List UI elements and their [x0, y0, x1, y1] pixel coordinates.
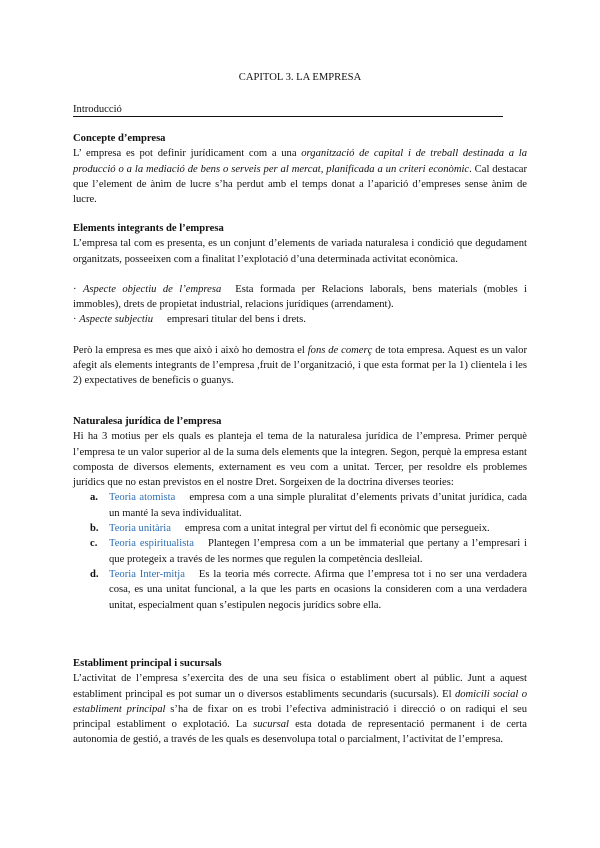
theory-text: Es la teoria més correcte. Afirma que l’empresa tot i no ser una verdadera cosa, es una unitat funcional, a la que les parts en ocasions la consideren com a una verdadera unitat, especialment quan s’estipulen negocis jurídics sobre ella.	[109, 568, 528, 611]
aspect-text: Esta formada per Relacions laborals, bens materials (mobles i immobles), drets de propietat industrial, relacions jurídiques (arrendament).	[73, 283, 527, 311]
theory-name: Teoria unitària	[109, 523, 171, 535]
italic-run: fons de comerç	[307, 344, 373, 356]
aspect-objectiu	[73, 282, 527, 313]
bullet: ·	[73, 283, 83, 295]
aspect-subjectiu	[73, 312, 527, 327]
aspect-text: empresari titular del bens i drets.	[167, 314, 306, 326]
theory-name: Teoria espiritualista	[109, 538, 194, 550]
section-heading: Naturalesa jurídica de l’empresa	[73, 416, 222, 427]
theory-name: Teoria atomista	[109, 492, 176, 504]
intro-heading: Introducció	[73, 103, 503, 117]
list-item	[73, 567, 527, 613]
section-heading: Concepte d’empresa	[73, 133, 166, 144]
intro-line	[73, 102, 503, 117]
paragraph	[73, 146, 527, 207]
section-establiment	[73, 656, 527, 748]
theory-text: empresa com a unitat integral per virtut del fi econòmic que persegueix.	[184, 523, 490, 535]
text-run: s’ha de fixar on es trobi l’efectiva administració i direcció o on radiqui el seu principal establiment o explotació. La	[73, 703, 528, 731]
italic-run: sucursal	[253, 719, 289, 731]
list-marker: c.	[90, 538, 98, 550]
text-run: L’ empresa es pot definir jurídicament com a una	[73, 148, 302, 160]
section-heading: Establiment principal i sucursals	[73, 658, 222, 669]
section-elements	[73, 221, 527, 389]
list-item	[73, 490, 527, 521]
theory-text: empresa com a una simple pluralitat d’elements privats d’unitat jurídica, cada un manté la seva individualitat.	[109, 492, 528, 519]
list-marker: b.	[90, 523, 99, 535]
theory-list	[73, 490, 527, 612]
text-run: L’activitat de l’empresa s’exercita des de una seu física o establiment obert al públic. Junt a aquest establiment principal es pot sumar un o diversos establiments secundaris (sucursals). El	[73, 673, 527, 700]
chapter-title: CAPITOL 3. LA EMPRESA	[238, 72, 362, 83]
list-item	[73, 536, 527, 567]
paragraph	[73, 343, 527, 389]
aspect-label: Aspecte subjectiu	[79, 314, 154, 326]
section-heading: Elements integrants de l’empresa	[73, 223, 224, 234]
paragraph	[73, 671, 527, 747]
theory-text: Plantegen l’empresa com a un be immaterial que pertany a l’empresari i que protegeix a través de les normes que regulen la competència deslleial.	[109, 538, 527, 565]
aspect-label: Aspecte objectiu de l’empresa	[82, 283, 222, 295]
list-marker: a.	[90, 492, 98, 504]
paragraph: Hi ha 3 motius per els quals es planteja el tema de la naturalesa jurídica de l’empresa. Primer perquè l’empresa te un valor superior al de la suma dels elements que la integren. Segon, perquè la empresa estant composta de diversos elements, externament es veu com a unitat. Tercer, per resoldre els problemes jurídics que no estan previstos en el nostre Dret. Sorgeixen de la doctrina diverses teories:	[73, 431, 527, 489]
text-run: Però la empresa es mes que això i això ho demostra el	[73, 344, 308, 356]
section-naturalesa	[73, 414, 527, 613]
text-run: esta dotada de representació permanent i de certa autonomia de gestió, a través de les quals es desenvolupa total o parcialment, l’activitat de l’empresa.	[73, 719, 527, 746]
list-item	[73, 521, 527, 536]
paragraph: L’empresa tal com es presenta, es un conjunt d’elements de variada naturalesa i condició que degudament organitzats, posseeixen com a finalitat l’explotació d’una determinada activitat econòmica.	[73, 238, 527, 265]
italic-run: organització de capital i de treball destinada a la producció o a la mediació de bens o serveis per al mercat, planificada a un criteri econòmic	[73, 148, 527, 175]
text-run: de tota empresa. Aquest es un valor afegit als elements integrants de l’empresa ,fruit de l’organització, i que esta format per la 1) clientela i les 2) expectatives de beneficis o guanys.	[73, 344, 527, 387]
bullet: ·	[73, 314, 80, 326]
text-run: . Cal destacar que l’element de ànim de lucre s’ha perdut amb el temps donat a l’aparició d’empreses sense ànim de lucre.	[73, 163, 527, 206]
list-marker: d.	[90, 568, 99, 580]
theory-name: Teoria Inter-mitja	[109, 568, 185, 580]
italic-run: domicili social o establiment principal	[73, 688, 527, 715]
section-concepte	[73, 131, 527, 207]
